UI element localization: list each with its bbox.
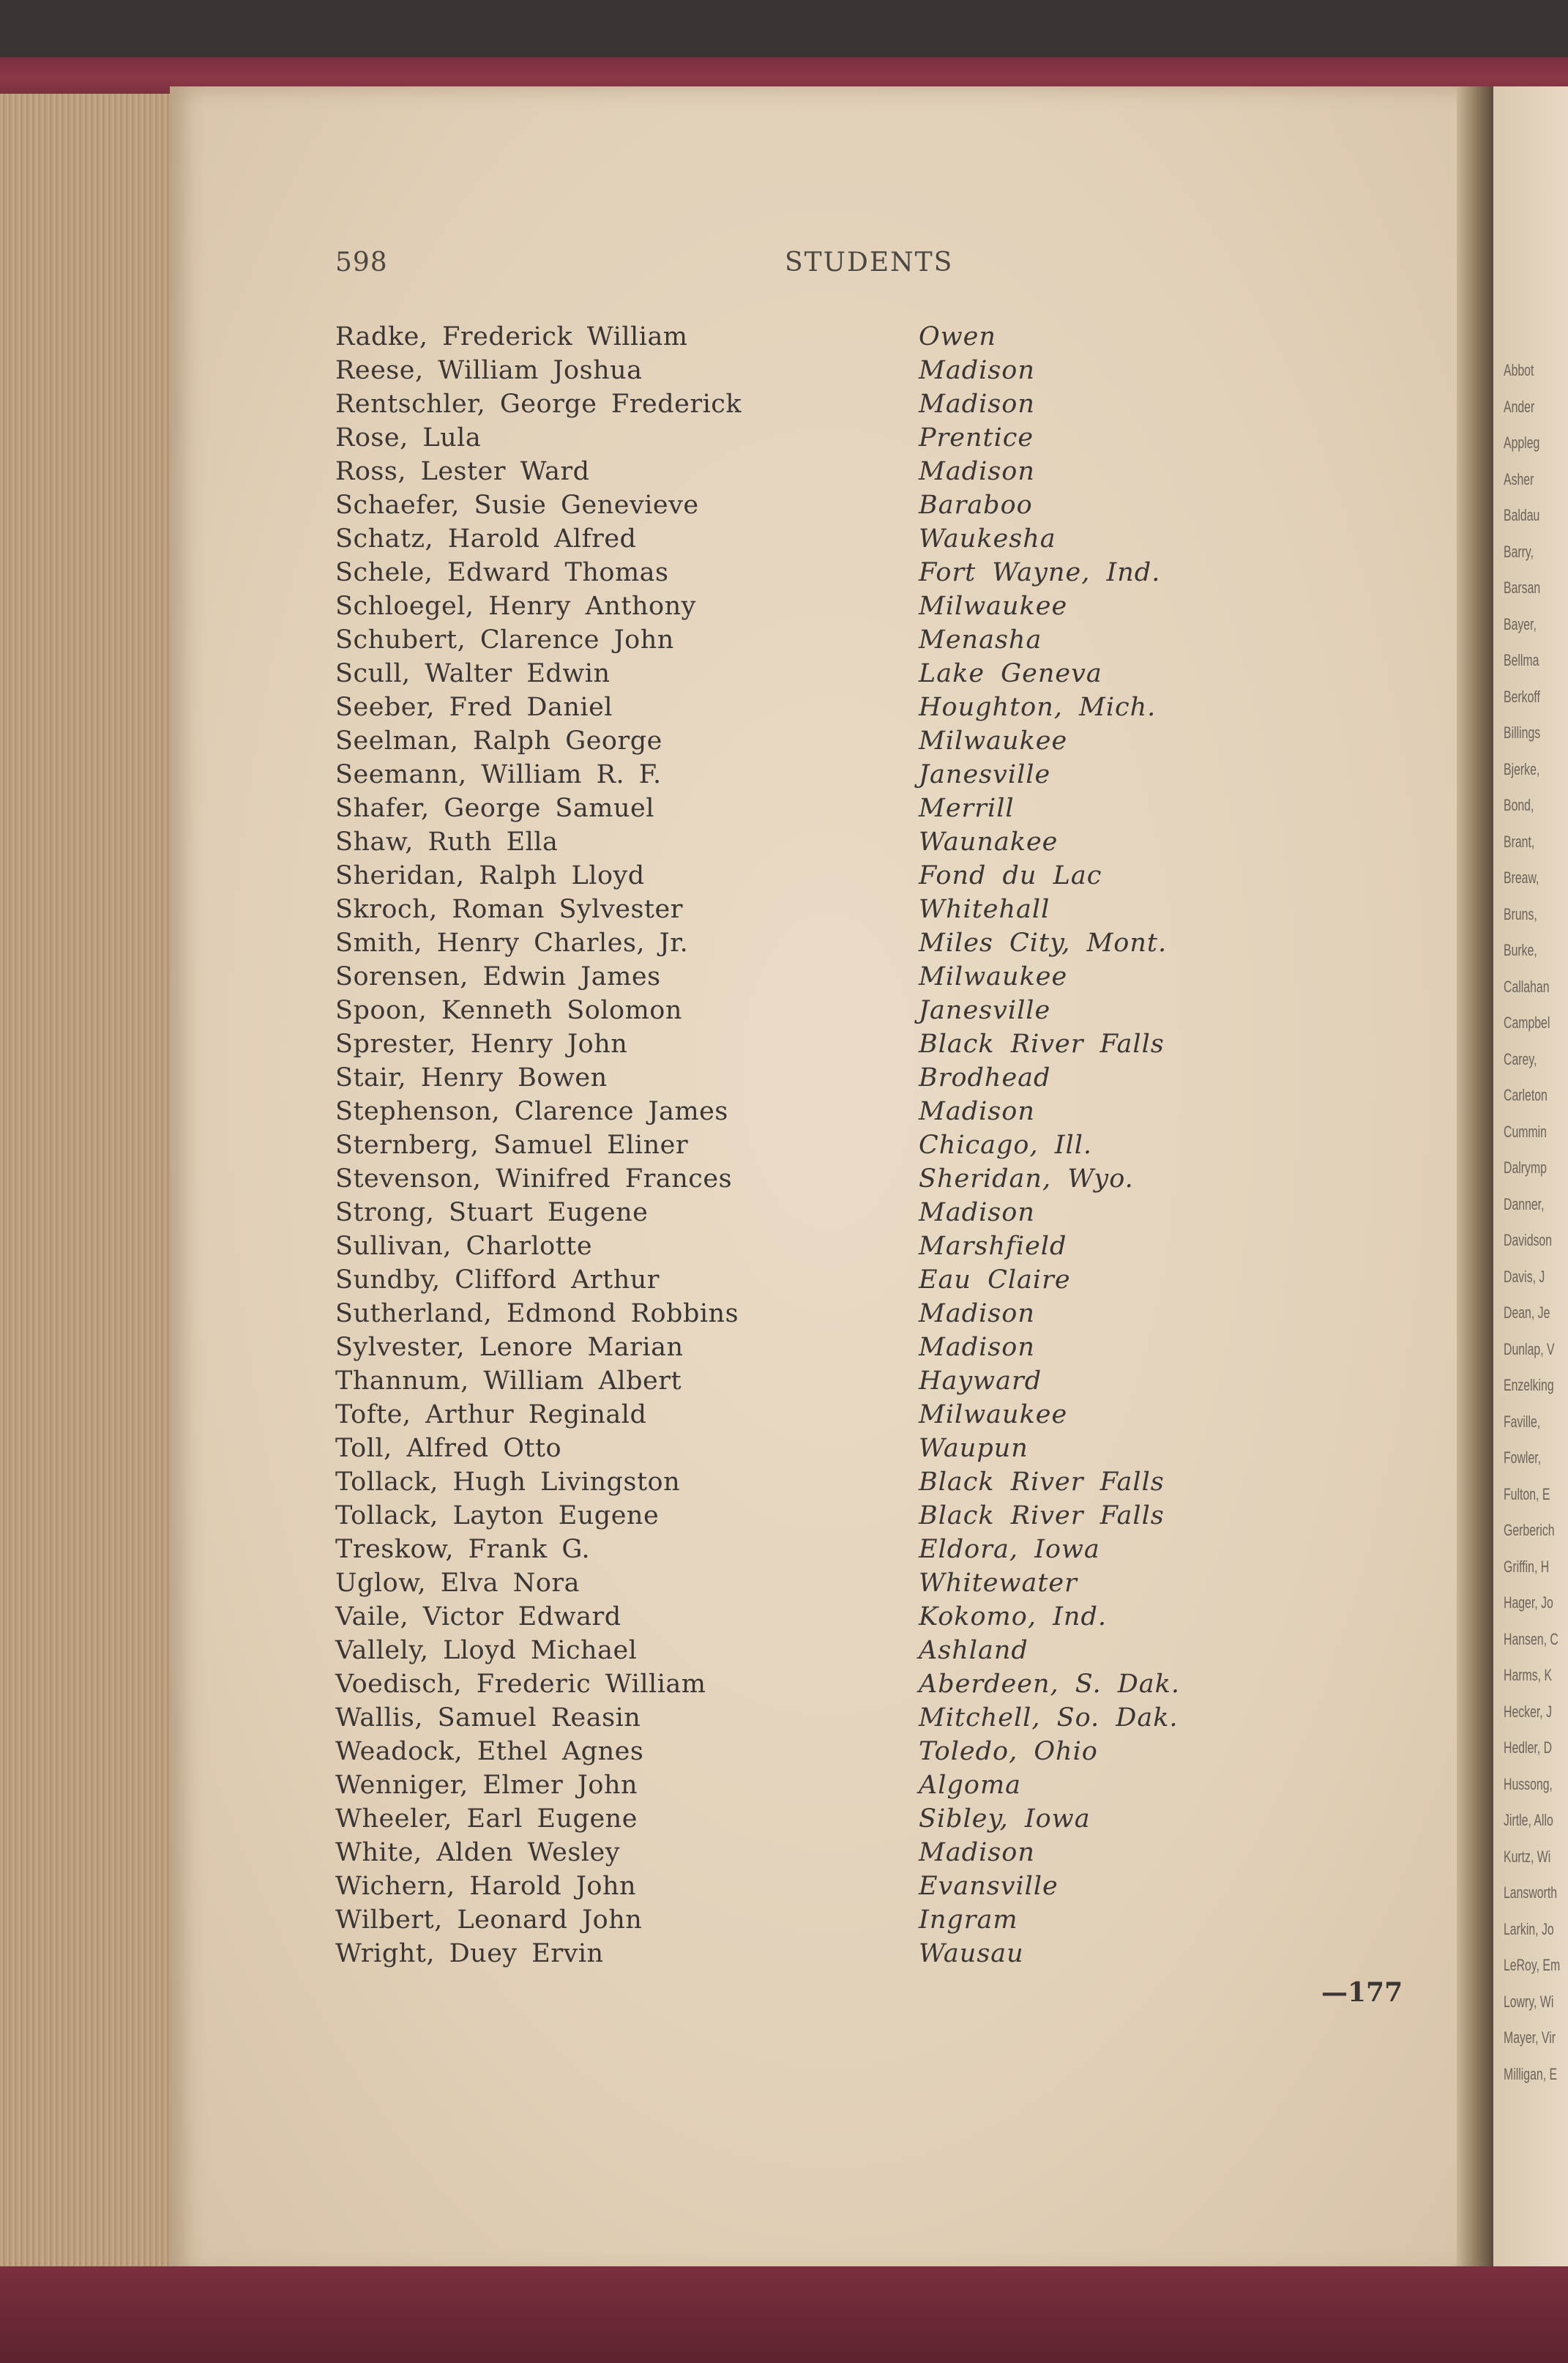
facing-page-fragment: Dalrymp <box>1504 1158 1547 1177</box>
student-hometown: Wausau <box>919 1939 1024 1968</box>
student-name: Skroch, Roman Sylvester <box>335 895 683 924</box>
list-item <box>335 1634 1360 1667</box>
page-number: 598 <box>335 248 388 278</box>
student-name: Strong, Stuart Eugene <box>335 1198 649 1227</box>
student-name: Sprester, Henry John <box>335 1030 628 1059</box>
student-hometown: Waunakee <box>919 827 1059 857</box>
student-hometown: Marshfield <box>919 1232 1067 1261</box>
student-hometown: Madison <box>919 356 1035 385</box>
list-item <box>335 1869 1360 1903</box>
list-item <box>335 859 1360 893</box>
student-hometown: Madison <box>919 1097 1035 1126</box>
list-item <box>335 455 1360 488</box>
list-item <box>335 994 1360 1027</box>
student-name: Schaefer, Susie Genevieve <box>335 491 699 520</box>
list-item <box>335 691 1360 724</box>
list-item <box>335 623 1360 657</box>
facing-page-fragment: Cummin <box>1504 1122 1547 1141</box>
student-hometown: Waupun <box>919 1434 1028 1463</box>
student-name: Seemann, William R. F. <box>335 760 662 789</box>
list-item <box>335 1600 1360 1634</box>
student-hometown: Madison <box>919 1198 1035 1227</box>
facing-page-fragment: Dunlap, V <box>1504 1339 1555 1358</box>
facing-page-fragment: Carleton <box>1504 1086 1548 1104</box>
student-hometown: Milwaukee <box>919 592 1068 621</box>
list-item <box>335 1533 1360 1566</box>
list-item <box>335 1566 1360 1600</box>
list-item <box>335 1229 1360 1263</box>
student-hometown: Aberdeen, S. Dak. <box>919 1670 1180 1699</box>
list-item <box>335 1499 1360 1533</box>
list-item <box>335 1432 1360 1465</box>
student-name: Vallely, Lloyd Michael <box>335 1636 638 1665</box>
facing-page-fragment: Hager, Jo <box>1504 1593 1553 1612</box>
facing-page-fragment: Appleg <box>1504 433 1540 452</box>
student-hometown: Lake Geneva <box>919 659 1102 688</box>
student-name: Smith, Henry Charles, Jr. <box>335 929 689 958</box>
student-hometown: Baraboo <box>919 491 1033 520</box>
facing-page-fragment: Berkoff <box>1504 687 1540 706</box>
student-name: Seeber, Fred Daniel <box>335 693 613 722</box>
facing-page-fragment: Burke, <box>1504 941 1537 959</box>
facing-page-fragment: Lowry, Wi <box>1504 1992 1554 2011</box>
facing-page-fragment: Hecker, J <box>1504 1702 1553 1721</box>
facing-page-fragment: Breaw, <box>1504 868 1539 887</box>
list-item <box>335 960 1360 994</box>
student-hometown: Whitewater <box>919 1568 1078 1598</box>
facing-page-fragment: Davidson <box>1504 1231 1553 1249</box>
facing-page-fragment: Harms, K <box>1504 1666 1553 1684</box>
facing-page-fragment: Barry, <box>1504 542 1534 561</box>
student-name: Rentschler, George Frederick <box>335 390 742 419</box>
student-hometown: Brodhead <box>919 1063 1051 1093</box>
page-header <box>335 248 1405 281</box>
facing-page-fragment: Dean, Je <box>1504 1303 1550 1322</box>
student-hometown: Eldora, Iowa <box>919 1535 1100 1564</box>
student-name: Thannum, William Albert <box>335 1366 682 1396</box>
facing-page-fragment: Campbel <box>1504 1013 1550 1032</box>
student-name: Stevenson, Winifred Frances <box>335 1164 733 1194</box>
book-gutter <box>1457 86 1493 2276</box>
student-hometown: Owen <box>919 322 996 351</box>
student-hometown: Fond du Lac <box>919 861 1102 890</box>
student-name: Spoon, Kenneth Solomon <box>335 996 682 1025</box>
student-hometown: Toledo, Ohio <box>919 1737 1098 1766</box>
student-name: Schloegel, Henry Anthony <box>335 592 696 621</box>
student-hometown: Janesville <box>919 760 1051 789</box>
student-hometown: Chicago, Ill. <box>919 1131 1093 1160</box>
list-item <box>335 825 1360 859</box>
list-item <box>335 1802 1360 1836</box>
student-name: Sutherland, Edmond Robbins <box>335 1299 739 1328</box>
student-name: Shafer, George Samuel <box>335 794 654 823</box>
student-hometown: Madison <box>919 1838 1035 1867</box>
student-hometown: Merrill <box>919 794 1015 823</box>
student-hometown: Prentice <box>919 423 1034 453</box>
facing-page-fragment: Mayer, Vir <box>1504 2028 1556 2047</box>
student-name: White, Alden Wesley <box>335 1838 620 1867</box>
student-name: Seelman, Ralph George <box>335 726 662 756</box>
student-name: Rose, Lula <box>335 423 482 453</box>
facing-page-fragment: Hussong, <box>1504 1774 1553 1793</box>
student-hometown: Waukesha <box>919 524 1056 554</box>
student-name: Shaw, Ruth Ella <box>335 827 559 857</box>
list-item <box>335 1364 1360 1398</box>
student-name: Sylvester, Lenore Marian <box>335 1333 684 1362</box>
student-name: Stair, Henry Bowen <box>335 1063 608 1093</box>
facing-page-fragment: Bjerke, <box>1504 759 1540 778</box>
facing-page-fragment: Bayer, <box>1504 614 1537 633</box>
facing-page-fragment: Brant, <box>1504 832 1535 851</box>
student-hometown: Menasha <box>919 625 1042 655</box>
facing-page-fragment: Callahan <box>1504 977 1550 996</box>
list-item <box>335 1128 1360 1162</box>
list-item <box>335 792 1360 825</box>
facing-page-fragment: Barsan <box>1504 578 1541 597</box>
student-name: Sternberg, Samuel Eliner <box>335 1131 689 1160</box>
facing-page-fragment: Kurtz, Wi <box>1504 1847 1551 1866</box>
list-item <box>335 1937 1360 1971</box>
student-name: Sullivan, Charlotte <box>335 1232 593 1261</box>
student-hometown: Madison <box>919 390 1035 419</box>
facing-page-fragment: Faville, <box>1504 1412 1541 1431</box>
facing-page-fragment: Danner, <box>1504 1194 1545 1213</box>
list-item <box>335 354 1360 387</box>
list-item <box>335 1836 1360 1869</box>
facing-page-fragment: Asher <box>1504 469 1534 488</box>
student-name: Scull, Walter Edwin <box>335 659 611 688</box>
student-name: Schubert, Clarence John <box>335 625 674 655</box>
student-name: Voedisch, Frederic William <box>335 1670 706 1699</box>
facing-page-fragment: Carey, <box>1504 1049 1537 1068</box>
student-hometown: Black River Falls <box>919 1501 1165 1530</box>
student-name: Vaile, Victor Edward <box>335 1602 621 1631</box>
student-hometown: Eau Claire <box>919 1265 1071 1295</box>
student-name: Radke, Frederick William <box>335 322 688 351</box>
student-name: Tofte, Arthur Reginald <box>335 1400 647 1429</box>
list-item <box>335 387 1360 421</box>
student-name: Treskow, Frank G. <box>335 1535 591 1564</box>
list-item <box>335 724 1360 758</box>
list-item <box>335 421 1360 455</box>
student-hometown: Evansville <box>919 1872 1059 1901</box>
facing-page-fragment: Bond, <box>1504 796 1534 814</box>
facing-page-fragment: Enzelking <box>1504 1376 1554 1394</box>
list-item <box>335 1667 1360 1701</box>
signature-mark: —177 <box>1321 1977 1403 2008</box>
student-hometown: Whitehall <box>919 895 1050 924</box>
student-name: Sundby, Clifford Arthur <box>335 1265 660 1295</box>
student-name: Tollack, Layton Eugene <box>335 1501 660 1530</box>
student-name: Schele, Edward Thomas <box>335 558 669 587</box>
student-hometown: Kokomo, Ind. <box>919 1602 1107 1631</box>
student-name: Schatz, Harold Alfred <box>335 524 637 554</box>
facing-page-fragment: Abbot <box>1504 361 1534 379</box>
facing-page-fragment: Hedler, D <box>1504 1738 1553 1757</box>
list-item <box>335 522 1360 556</box>
list-item <box>335 1768 1360 1802</box>
facing-page-fragment: Bruns, <box>1504 904 1537 923</box>
facing-page-fragment: Billings <box>1504 723 1541 742</box>
list-item <box>335 1465 1360 1499</box>
stacked-page-edges <box>0 94 176 2283</box>
student-hometown: Milwaukee <box>919 726 1068 756</box>
cover-binding-bottom <box>0 2266 1568 2363</box>
list-item <box>335 1735 1360 1768</box>
student-hometown: Hayward <box>919 1366 1042 1396</box>
student-hometown: Algoma <box>919 1771 1022 1800</box>
facing-page-fragment: Fulton, E <box>1504 1484 1550 1503</box>
student-hometown: Houghton, Mich. <box>919 693 1157 722</box>
student-hometown: Milwaukee <box>919 962 1068 991</box>
list-item <box>335 1701 1360 1735</box>
running-head: STUDENTS <box>785 248 954 278</box>
facing-page-fragment: Gerberich <box>1504 1521 1555 1539</box>
student-name: Wright, Duey Ervin <box>335 1939 604 1968</box>
list-item <box>335 1162 1360 1196</box>
student-hometown: Black River Falls <box>919 1030 1165 1059</box>
student-hometown: Milwaukee <box>919 1400 1068 1429</box>
student-hometown: Ashland <box>919 1636 1028 1665</box>
list-item <box>335 1027 1360 1061</box>
student-hometown: Black River Falls <box>919 1467 1165 1497</box>
facing-page-fragment: LeRoy, Em <box>1504 1956 1561 1974</box>
facing-page-fragment: Ander <box>1504 397 1535 416</box>
list-item <box>335 1263 1360 1297</box>
facing-page-fragment: Bellma <box>1504 651 1539 669</box>
facing-page-fragment: Larkin, Jo <box>1504 1919 1554 1938</box>
student-hometown: Sheridan, Wyo. <box>919 1164 1134 1194</box>
student-name: Reese, William Joshua <box>335 356 643 385</box>
list-item <box>335 589 1360 623</box>
list-item <box>335 1095 1360 1128</box>
student-name: Wichern, Harold John <box>335 1872 637 1901</box>
facing-page-fragment: Lansworth <box>1504 1883 1558 1902</box>
list-item <box>335 758 1360 792</box>
student-name: Sheridan, Ralph Lloyd <box>335 861 645 890</box>
student-hometown: Ingram <box>919 1905 1018 1935</box>
student-hometown: Madison <box>919 1333 1035 1362</box>
student-name: Wheeler, Earl Eugene <box>335 1804 638 1834</box>
list-item <box>335 1331 1360 1364</box>
facing-page-edge <box>1493 86 1568 2276</box>
student-hometown: Miles City, Mont. <box>919 929 1168 958</box>
list-item <box>335 893 1360 926</box>
student-name: Stephenson, Clarence James <box>335 1097 728 1126</box>
list-item <box>335 926 1360 960</box>
student-name: Uglow, Elva Nora <box>335 1568 580 1598</box>
student-name: Toll, Alfred Otto <box>335 1434 562 1463</box>
list-item <box>335 1297 1360 1331</box>
facing-page-fragment: Griffin, H <box>1504 1557 1550 1576</box>
facing-page-fragment: Davis, J <box>1504 1267 1545 1286</box>
list-item <box>335 488 1360 522</box>
student-name: Wilbert, Leonard John <box>335 1905 643 1935</box>
student-name: Weadock, Ethel Agnes <box>335 1737 644 1766</box>
facing-page-fragment: Fowler, <box>1504 1448 1542 1467</box>
student-hometown: Janesville <box>919 996 1051 1025</box>
student-name: Wallis, Samuel Reasin <box>335 1703 641 1733</box>
list-item <box>335 1061 1360 1095</box>
student-name: Wenniger, Elmer John <box>335 1771 638 1800</box>
facing-page-fragment: Hansen, C <box>1504 1629 1558 1648</box>
student-hometown: Fort Wayne, Ind. <box>919 558 1161 587</box>
list-item <box>335 1903 1360 1937</box>
list-item <box>335 1196 1360 1229</box>
student-name: Tollack, Hugh Livingston <box>335 1467 681 1497</box>
facing-page-fragment: Jirtle, Allo <box>1504 1811 1553 1829</box>
student-hometown: Mitchell, So. Dak. <box>919 1703 1179 1733</box>
facing-page-fragment: Baldau <box>1504 506 1540 524</box>
list-item <box>335 556 1360 589</box>
student-hometown: Madison <box>919 1299 1035 1328</box>
student-hometown: Madison <box>919 457 1035 486</box>
list-item <box>335 657 1360 691</box>
list-item <box>335 1398 1360 1432</box>
student-hometown: Sibley, Iowa <box>919 1804 1091 1834</box>
facing-page-fragment: Milligan, E <box>1504 2064 1558 2083</box>
student-name: Ross, Lester Ward <box>335 457 590 486</box>
list-item <box>335 320 1360 354</box>
student-name: Sorensen, Edwin James <box>335 962 661 991</box>
